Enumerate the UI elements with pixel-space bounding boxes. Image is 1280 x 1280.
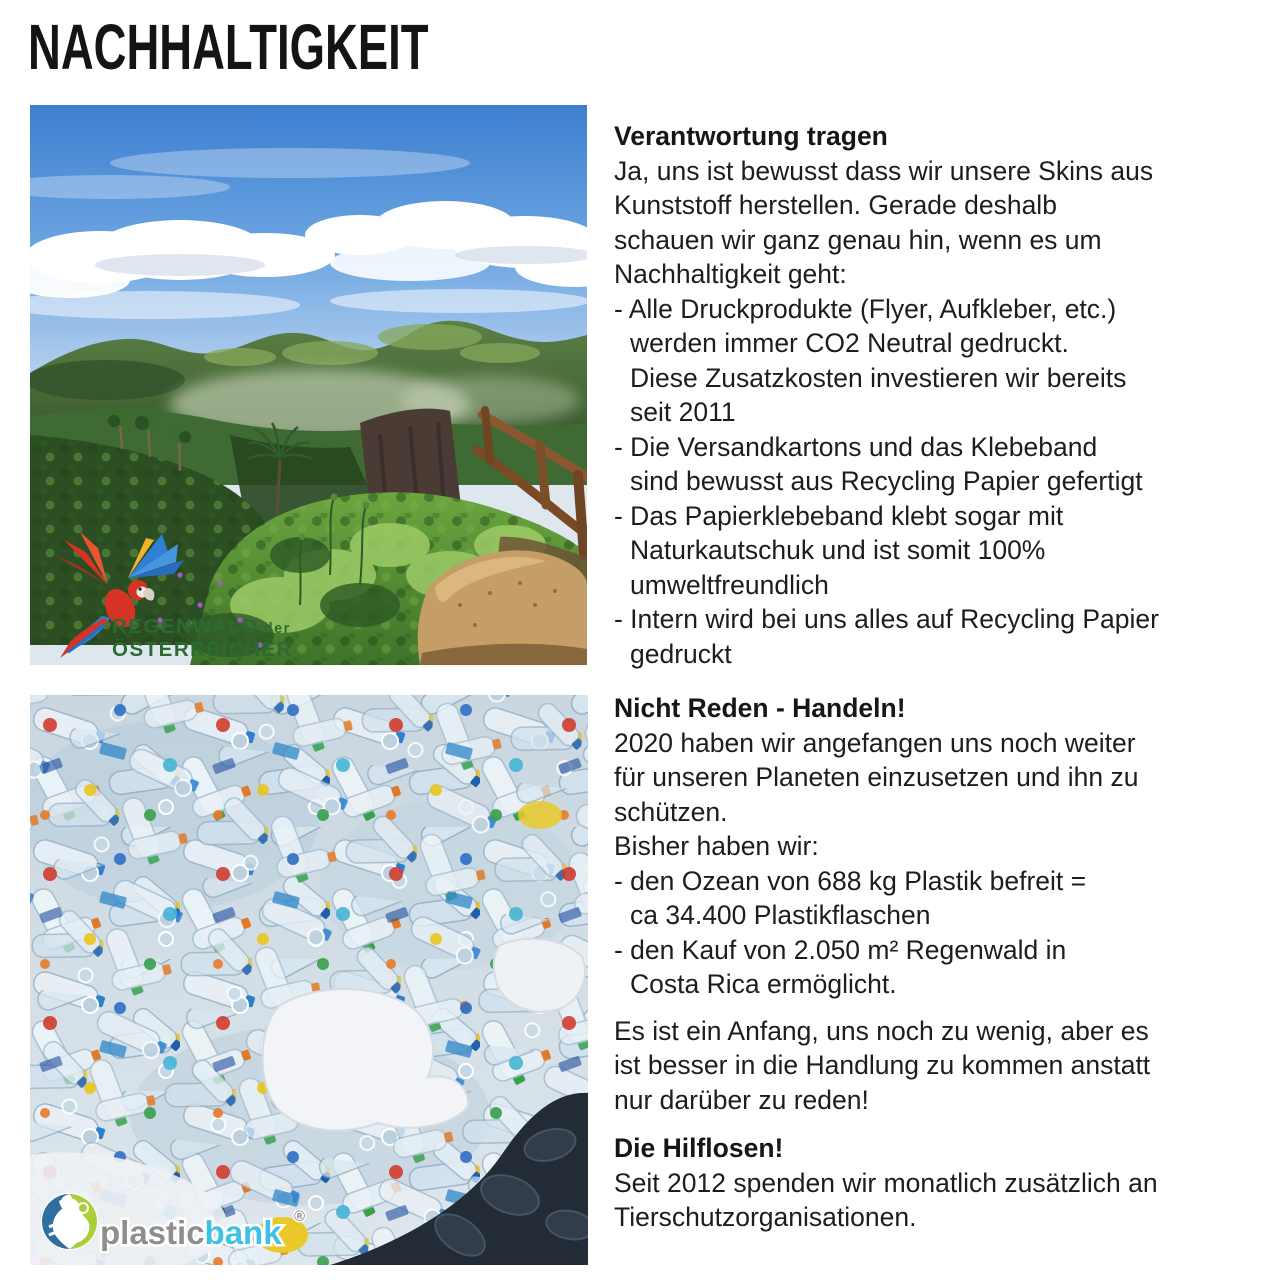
text-line: ist besser in die Handlung zu kommen anstatt	[614, 1050, 1151, 1080]
text-line: nur darüber zu reden!	[614, 1084, 869, 1115]
bullet-line: - den Ozean von 688 kg Plastik befreit =	[614, 865, 1087, 896]
section-heading-verantwortung: Verantwortung tragen	[614, 121, 888, 151]
text-line: schützen.	[614, 796, 728, 827]
ridge-shadow	[30, 360, 185, 400]
registered-trademark-symbol: ®	[294, 1208, 306, 1225]
text-line: seit 2011	[630, 397, 736, 427]
text-line: Nachhaltigkeit geht:	[614, 259, 847, 289]
text-line: ca 34.400 Plastikflaschen	[630, 900, 931, 930]
plasticbank-wordmark: plasticbank	[100, 1214, 282, 1251]
page-title: NACHHALTIGKEIT	[28, 11, 429, 83]
bullet-line: - Alle Druckprodukte (Flyer, Aufkleber, etc.)	[614, 293, 1117, 324]
text-line: Diese Zusatzkosten investieren wir bereits	[630, 362, 1127, 393]
text-line: sind bewusst aus Recycling Papier gefertigt	[630, 466, 1143, 496]
text-line: gedruckt	[630, 638, 732, 669]
text-line: Seit 2012 spenden wir monatlich zusätzlich an	[614, 1167, 1158, 1198]
text-line: Costa Rica ermöglicht.	[630, 969, 897, 999]
regenwald-logo-line1: REGENWALD der	[112, 615, 291, 638]
text-line: werden immer CO2 Neutral gedruckt.	[630, 328, 1069, 358]
regenwald-logo-line2: ÖSTERREICHER	[112, 638, 293, 661]
text-line: schauen wir ganz genau hin, wenn es um	[614, 224, 1102, 255]
text-line: Ja, uns ist bewusst dass wir unsere Skins aus	[614, 155, 1154, 186]
plastic-bottles-photo	[30, 695, 588, 1265]
text-line: umweltfreundlich	[630, 569, 829, 600]
text-column	[614, 119, 1276, 1235]
text-line: Bisher haben wir:	[614, 831, 819, 861]
section-heading-die-hilflosen: Die Hilflosen!	[614, 1133, 784, 1163]
text-line: Es ist ein Anfang, uns noch zu wenig, aber es	[614, 1015, 1149, 1046]
text-line: Naturkautschuk und ist somit 100%	[630, 535, 1046, 565]
rainforest-photo	[30, 105, 587, 665]
bullet-line: - den Kauf von 2.050 m² Regenwald in	[614, 934, 1067, 965]
text-line: für unseren Planeten einzusetzen und ihn zu	[614, 762, 1139, 792]
plasticbank-swirl-icon	[41, 1193, 98, 1250]
section-heading-nicht-reden: Nicht Reden - Handeln!	[614, 693, 906, 723]
bullet-line: - Das Papierklebeband klebt sogar mit	[614, 500, 1064, 531]
text-line: Kunststoff herstellen. Gerade deshalb	[614, 190, 1057, 220]
text-line: Tierschutzorganisationen.	[614, 1202, 917, 1232]
bullet-line: - Die Versandkartons und das Klebeband	[614, 431, 1098, 462]
bullet-line: - Intern wird bei uns alles auf Recycling Papier	[614, 604, 1159, 634]
text-line: 2020 haben wir angefangen uns noch weiter	[614, 727, 1136, 758]
